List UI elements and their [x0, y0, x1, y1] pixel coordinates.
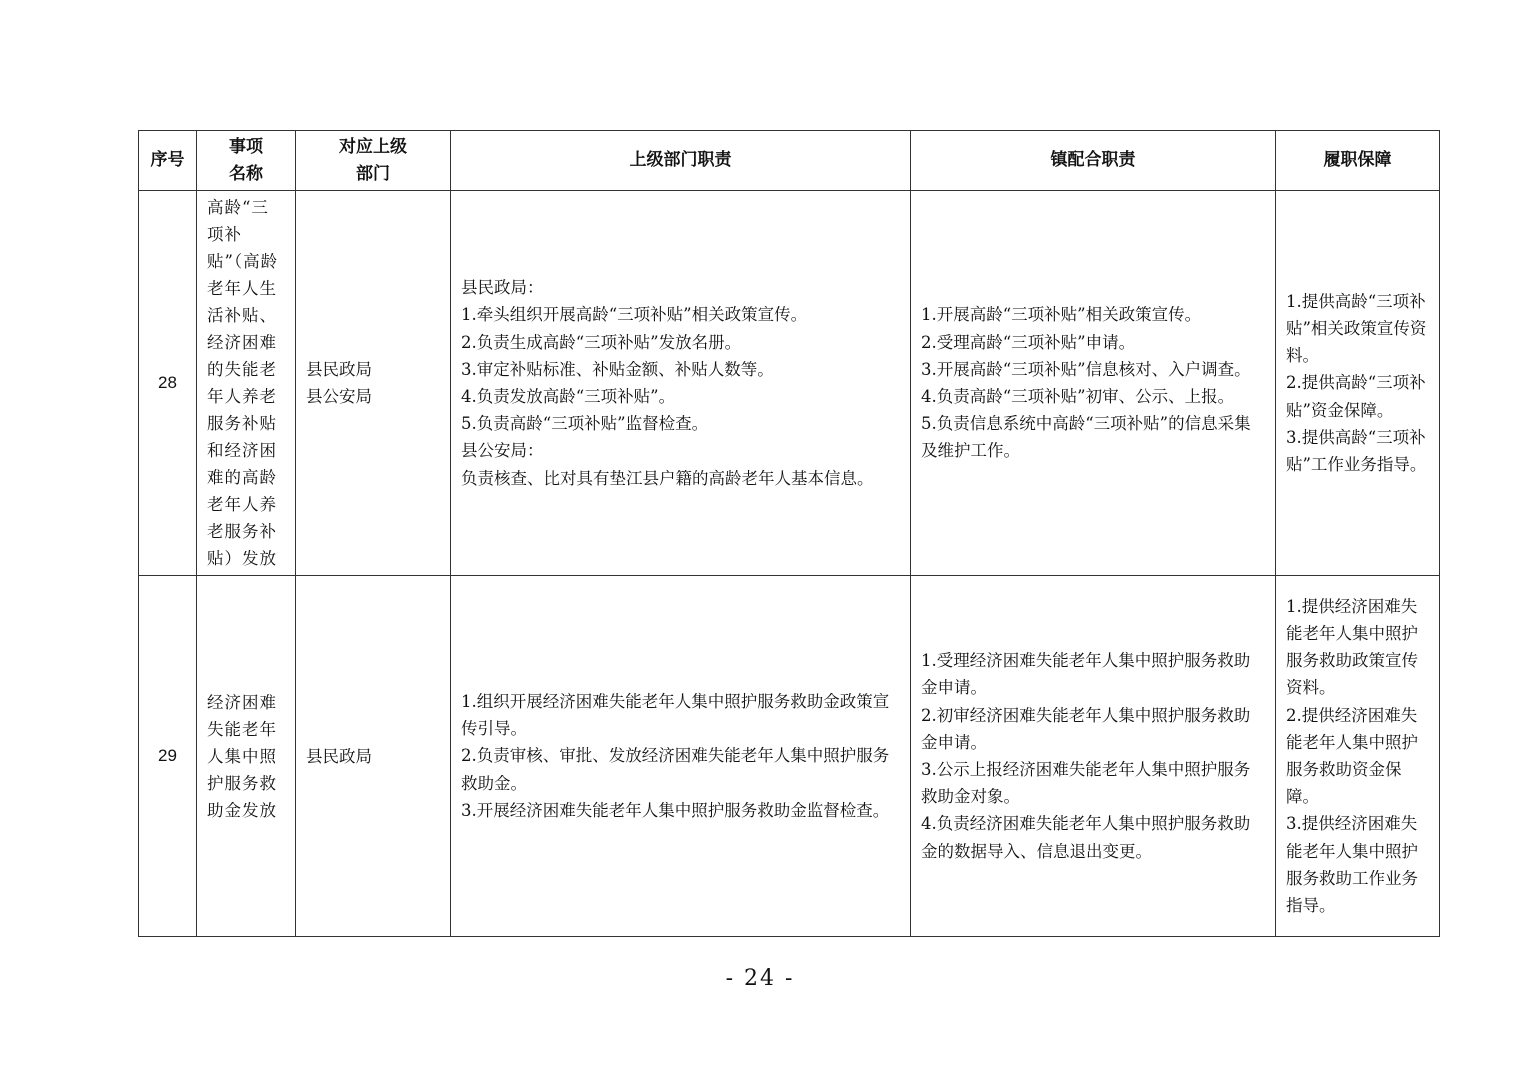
row-guarantee: [1276, 191, 1440, 576]
header-guarantee: 履职保障: [1276, 131, 1440, 191]
row-upper-duty: [451, 576, 911, 937]
header-department: [296, 131, 451, 191]
row-town-duty: [911, 576, 1276, 937]
header-item-line2: 名称: [229, 163, 263, 184]
guarantee-line: 2.提供经济困难失能老年人集中照护服务救助资金保障。: [1286, 705, 1418, 807]
department-line: 县民政局: [306, 360, 372, 379]
guarantee-line: 1.提供经济困难失能老年人集中照护服务救助政策宣传资料。: [1286, 596, 1418, 698]
duty-line: 2.初审经济困难失能老年人集中照护服务救助金申请。: [921, 705, 1251, 752]
row-departments: [296, 576, 451, 937]
duty-line: 3.审定补贴标准、补贴金额、补贴人数等。: [461, 359, 774, 379]
duty-line: 4.负责高龄“三项补贴”初审、公示、上报。: [921, 387, 1235, 406]
duty-line: 2.负责审核、审批、发放经济困难失能老年人集中照护服务救助金。: [461, 746, 890, 793]
responsibility-table: [138, 130, 1440, 937]
duty-line: 县民政局：: [461, 278, 544, 298]
duty-line: 2.负责生成高龄“三项补贴”发放名册。: [461, 332, 742, 352]
guarantee-line: 2.提供高龄“三项补贴”资金保障。: [1286, 373, 1426, 420]
header-upper-duty: 上级部门职责: [451, 131, 911, 191]
duty-line: 5.负责高龄“三项补贴”监督检查。: [461, 414, 709, 434]
header-seq: 序号: [139, 131, 197, 191]
duty-line: 5.负责信息系统中高龄“三项补贴”的信息采集及维护工作。: [921, 414, 1251, 461]
department-line: 县公安局: [306, 387, 372, 406]
header-dept-line2: 部门: [356, 163, 390, 184]
duty-line: 1.牵头组织开展高龄“三项补贴”相关政策宣传。: [461, 305, 808, 325]
department-line: 县民政局: [306, 746, 372, 766]
duty-line: 3.开展高龄“三项补贴”信息核对、入户调查。: [921, 359, 1251, 379]
guarantee-line: 3.提供高龄“三项补贴”工作业务指导。: [1286, 427, 1427, 474]
row-item-name: 经济困难失能老年人集中照护服务救助金发放: [197, 576, 296, 937]
duty-line: 县公安局：: [461, 441, 544, 461]
duty-line: 负责核查、比对具有垫江县户籍的高龄老年人基本信息。: [461, 468, 874, 488]
row-upper-duty: [451, 191, 911, 576]
header-item-name: [197, 131, 296, 191]
row-item-name: 高龄“三项补贴”（高龄老年人生活补贴、经济困难的失能老年人养老服务补贴和经济困难的高龄老年人养老服务补贴）发放: [197, 191, 296, 576]
table-row: [139, 191, 1440, 576]
page-number: - 24 -: [725, 966, 795, 991]
row-guarantee: [1276, 576, 1440, 937]
duty-line: 2.受理高龄“三项补贴”申请。: [921, 332, 1136, 352]
duty-line: 1.受理经济困难失能老年人集中照护服务救助金申请。: [921, 651, 1251, 698]
guarantee-line: 1.提供高龄“三项补贴”相关政策宣传资料。: [1286, 291, 1427, 366]
duty-line: 3.公示上报经济困难失能老年人集中照护服务救助金对象。: [921, 760, 1251, 807]
duty-line: 4.负责经济困难失能老年人集中照护服务救助金的数据导入、信息退出变更。: [921, 814, 1251, 861]
guarantee-line: 3.提供经济困难失能老年人集中照护服务救助工作业务指导。: [1286, 814, 1418, 916]
header-item-line1: 事项: [229, 136, 263, 157]
table-header-row: [139, 131, 1440, 191]
row-town-duty: [911, 191, 1276, 576]
header-town-duty: 镇配合职责: [911, 131, 1276, 191]
row-seq: 28: [139, 191, 197, 576]
duty-line: 1.开展高龄“三项补贴”相关政策宣传。: [921, 305, 1202, 325]
duty-line: 1.组织开展经济困难失能老年人集中照护服务救助金政策宣传引导。: [461, 691, 890, 739]
row-departments: [296, 191, 451, 576]
duty-line: 4.负责发放高龄“三项补贴”。: [461, 387, 676, 406]
duty-line: 3.开展经济困难失能老年人集中照护服务救助金监督检查。: [461, 800, 890, 820]
header-dept-line1: 对应上级: [339, 136, 407, 157]
table-row: [139, 576, 1440, 937]
row-seq: 29: [139, 576, 197, 937]
